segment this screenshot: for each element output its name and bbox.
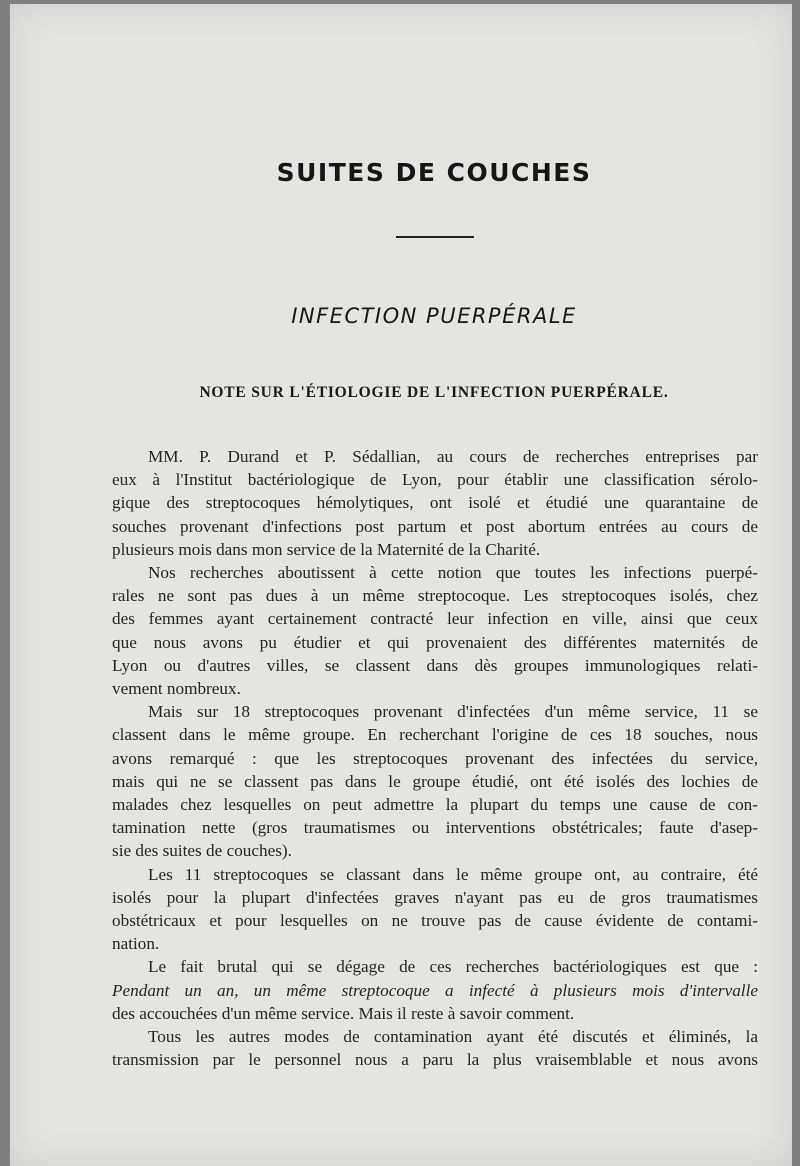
- text-line: gique des streptocoques hémolytiques, ont isolé et étudié une quarantaine de: [112, 493, 758, 513]
- text-line: plusieurs mois dans mon service de la Maternité de la Charité.: [112, 539, 541, 559]
- text-line: malades chez lesquelles on peut admettre la plupart du temps une cause de con-: [112, 795, 758, 815]
- note-heading: NOTE SUR L'ÉTIOLOGIE DE L'INFECTION PUERPÉRALE.: [199, 384, 669, 401]
- text-line-italic: Pendant un an, un même streptocoque a infecté à plusieurs mois d'intervalle: [112, 980, 758, 1000]
- paragraph-4: [112, 863, 758, 956]
- text-line: vement nombreux.: [112, 679, 241, 699]
- title-divider: [396, 236, 474, 238]
- text-line: Les 11 streptocoques se classant dans le même groupe ont, au contraire, été: [148, 864, 758, 884]
- text-line: Le fait brutal qui se dégage de ces recherches bactériologiques est que :: [148, 957, 758, 977]
- paragraph-3: [112, 700, 758, 862]
- paragraph-6: [112, 1025, 758, 1071]
- text-line: mais qui ne se classent pas dans le groupe étudié, ont été isolés des lochies de: [112, 771, 758, 791]
- text-line: isolés pour la plupart d'infectées graves n'ayant pas eu de gros traumatismes: [112, 887, 758, 907]
- text-line: souches provenant d'infections post partum et post abortum entrées au cours de: [112, 516, 758, 536]
- text-line: Nos recherches aboutissent à cette notion que toutes les infections puerpé-: [148, 563, 758, 583]
- paragraph-1: [112, 445, 758, 561]
- text-line: Mais sur 18 streptocoques provenant d'infectées d'un même service, 11 se: [148, 702, 758, 722]
- text-line: sie des suites de couches).: [112, 841, 292, 861]
- text-line: classent dans le même groupe. En recherchant l'origine de ces 18 souches, nous: [112, 725, 758, 745]
- paragraph-2: [112, 561, 758, 700]
- text-line: transmission par le personnel nous a paru la plus vraisemblable et nous avons: [112, 1050, 758, 1070]
- text-line: obstétricaux et pour lesquelles on ne trouve pas de cause évidente de contami-: [112, 911, 758, 931]
- text-line: avons remarqué : que les streptocoques provenant des infectées du service,: [112, 748, 758, 768]
- text-line: Lyon ou d'autres villes, se classent dans dès groupes immunologiques relati-: [112, 655, 758, 675]
- text-line: Tous les autres modes de contamination ayant été discutés et éliminés, la: [148, 1027, 758, 1047]
- paragraph-5: [112, 955, 758, 1025]
- text-line: des femmes ayant certainement contracté leur infection en ville, ainsi que ceux: [112, 609, 758, 629]
- body-text: [112, 445, 758, 1071]
- text-line: eux à l'Institut bactériologique de Lyon, pour établir une classification sérolo-: [112, 470, 758, 490]
- document-page: [10, 4, 792, 1166]
- text-line: nation.: [112, 934, 160, 954]
- page-title: SUITES DE COUCHES: [276, 158, 592, 187]
- text-line: tamination nette (gros traumatismes ou interventions obstétricales; faute d'asep-: [112, 818, 758, 838]
- text-line: rales ne sont pas dues à un même streptocoque. Les streptocoques isolés, chez: [112, 586, 758, 606]
- text-line: que nous avons pu étudier et qui provenaient des différentes maternités de: [112, 632, 758, 652]
- text-line: MM. P. Durand et P. Sédallian, au cours de recherches entreprises par: [148, 447, 758, 466]
- text-line: des accouchées d'un même service. Mais il reste à savoir comment.: [112, 1003, 575, 1023]
- section-subtitle: INFECTION PUERPÉRALE: [291, 304, 577, 328]
